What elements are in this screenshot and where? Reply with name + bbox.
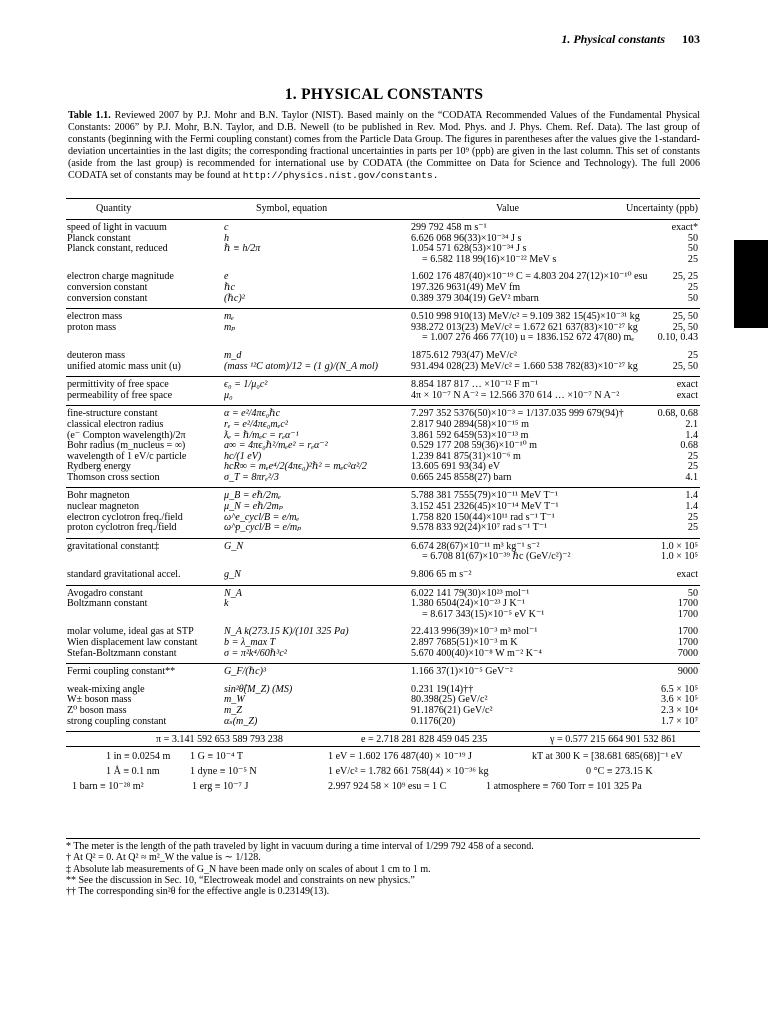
symbol-cell: (mass ¹²C atom)/12 = (1 g)/(N_A mol) (224, 360, 378, 372)
uncertainty-cell: 9000 (677, 666, 698, 678)
uncertainty-cell: 2.3 × 10⁴ (661, 704, 698, 716)
table-row (66, 255, 700, 266)
header-value: Value (496, 203, 519, 214)
uncertainty-cell: 25 (687, 281, 698, 293)
constants-group (66, 405, 700, 487)
uncertainty-cell: 1.4 (685, 501, 698, 513)
symbol-cell: k (224, 598, 229, 610)
quantity-cell: proton mass (67, 321, 117, 333)
quantity-cell: electron cyclotron freq./field (67, 511, 183, 523)
quantity-cell: Thomson cross section (67, 471, 160, 483)
quantity-cell: classical electron radius (67, 418, 164, 430)
section-thumb-tab (734, 240, 768, 328)
uncertainty-cell: exact (676, 569, 698, 581)
value-cell: 9.806 65 m s⁻² (411, 569, 472, 581)
pi-value: π = 3.141 592 653 589 793 238 (156, 734, 283, 746)
quantity-cell: fine-structure constant (67, 408, 158, 420)
uncertainty-cell: 50 (687, 243, 698, 255)
symbol-cell: ℏ ≡ h/2π (224, 243, 261, 255)
unit-row (66, 749, 700, 764)
uncertainty-cell: 1.4 (685, 429, 698, 441)
table-row (66, 570, 700, 581)
quantity-cell: molar volume, ideal gas at STP (67, 626, 194, 638)
footnote: * The meter is the length of the path traveled by light in vacuum during a time interval of 1/299 792 458 of a second. (66, 841, 534, 852)
unit-conversion: 1 eV = 1.602 176 487(40) × 10⁻¹⁹ J (328, 751, 472, 763)
uncertainty-cell: 4.1 (685, 471, 698, 483)
symbol-cell: m_W (224, 694, 245, 706)
running-section-title: 1. Physical constants (561, 32, 665, 46)
quantity-cell: Boltzmann constant (67, 598, 148, 610)
symbol-cell: ω^e_cycl/B = e/mₑ (224, 511, 300, 523)
value-cell: 80.398(25) GeV/c² (411, 694, 488, 706)
symbol-cell: α = e²/4πϵ₀ℏc (224, 408, 281, 420)
symbol-cell: μ_N = eℏ/2mₚ (224, 501, 283, 513)
table-row (66, 610, 700, 621)
unit-conversion: 1 G ≡ 10⁻⁴ T (190, 751, 244, 763)
symbol-cell: σ_T = 8πrₑ²/3 (224, 471, 279, 483)
uncertainty-cell: 25, 50 (672, 360, 698, 372)
symbol-cell: mₚ (224, 321, 236, 333)
value-cell: 0.665 245 8558(27) barn (411, 471, 512, 483)
value-cell: 938.272 013(23) MeV/c² = 1.672 621 637(83)×10⁻²⁷ kg (411, 321, 638, 333)
uncertainty-cell: 1.0 × 10⁵ (661, 551, 698, 563)
uncertainty-cell: 25 (687, 253, 698, 265)
symbol-cell: G_F/(ℏc)³ (224, 666, 267, 678)
uncertainty-cell: 7000 (677, 647, 698, 659)
page-number: 103 (682, 32, 700, 46)
uncertainty-cell: 25 (687, 349, 698, 361)
caption-label: Table 1.1. (68, 110, 111, 121)
unit-conversion: 1 atmosphere ≡ 760 Torr ≡ 101 325 Pa (486, 781, 642, 793)
symbol-cell: a∞ = 4πϵ₀ℏ²/mₑe² = rₑα⁻² (224, 440, 328, 452)
uncertainty-cell: 1700 (677, 608, 698, 620)
footnote: † At Q² = 0. At Q² ≈ m²_W the value is ∼ 1/128. (66, 852, 261, 864)
value-cell: 0.1176(20) (411, 715, 456, 727)
caption-url[interactable]: http://physics.nist.gov/constants. (242, 170, 439, 182)
symbol-cell: (ℏc)² (224, 292, 245, 304)
value-cell: 1.166 37(1)×10⁻⁵ GeV⁻² (411, 666, 513, 678)
symbol-cell: μ₀ (224, 389, 233, 401)
constants-table (66, 198, 700, 794)
value-cell: 1.239 841 875(31)×10⁻⁶ m (411, 450, 521, 462)
symbol-cell: b = λ_max T (224, 637, 276, 648)
symbol-cell: h (224, 232, 230, 244)
uncertainty-cell: 1.7 × 10⁷ (661, 715, 698, 727)
quantity-cell: strong coupling constant (67, 715, 167, 727)
quantity-cell: conversion constant (67, 281, 148, 293)
constants-group (66, 376, 700, 405)
table-row (66, 362, 700, 373)
unit-conversion: 1 eV/c² = 1.782 661 758(44) × 10⁻³⁶ kg (328, 766, 489, 778)
quantity-cell: proton cyclotron freq./field (67, 522, 177, 534)
uncertainty-cell: 1700 (677, 626, 698, 638)
value-cell: 6.022 141 79(30)×10²³ mol⁻¹ (411, 587, 530, 599)
quantity-cell: nuclear magneton (67, 501, 140, 513)
quantity-cell: gravitational constant‡ (67, 540, 160, 552)
table-row (66, 523, 700, 534)
value-cell: 7.297 352 5376(50)×10⁻³ = 1/137.035 999 679(94)† (411, 408, 624, 420)
header-quantity: Quantity (96, 203, 132, 214)
table-row (66, 649, 700, 660)
quantity-cell: standard gravitational accel. (67, 569, 181, 581)
quantity-cell: Planck constant, reduced (67, 243, 168, 255)
constants-group (66, 585, 700, 664)
table-row (66, 685, 700, 696)
uncertainty-cell: 0.68, 0.68 (657, 408, 698, 420)
uncertainty-cell: 50 (687, 292, 698, 304)
uncertainty-cell: 50 (687, 587, 698, 599)
table-row (66, 294, 700, 305)
unit-conversions (66, 746, 700, 794)
table-row (66, 351, 700, 362)
constants-group (66, 663, 700, 731)
unit-row (66, 764, 700, 779)
symbol-cell: m_d (224, 349, 242, 361)
table-row (66, 473, 700, 484)
symbol-cell: rₑ = e²/4πϵ₀mₑc² (224, 418, 288, 430)
value-cell: 1.054 571 628(53)×10⁻³⁴ J s (411, 243, 527, 255)
table-row (66, 272, 700, 283)
value-cell: 931.494 028(23) MeV/c² = 1.660 538 782(83)×10⁻²⁷ kg (411, 360, 638, 372)
gamma-value: γ = 0.577 215 664 901 532 861 (550, 734, 677, 746)
uncertainty-cell: 25, 50 (672, 321, 698, 333)
value-cell: 0.510 998 910(13) MeV/c² = 9.109 382 15(45)×10⁻³¹ kg (411, 311, 640, 323)
uncertainty-cell: 50 (687, 232, 698, 244)
footnote: ‡ Absolute lab measurements of G_N have been made only on scales of about 1 cm to 1 m. (66, 863, 431, 875)
uncertainty-cell: 1.4 (685, 490, 698, 502)
value-cell: 3.152 451 2326(45)×10⁻¹⁴ MeV T⁻¹ (411, 501, 559, 513)
unit-conversion: 1 erg ≡ 10⁻⁷ J (192, 781, 249, 793)
header-uncertainty: Uncertainty (ppb) (625, 203, 698, 214)
unit-conversion: 1 Å ≡ 0.1 nm (106, 766, 160, 778)
value-cell: 1.758 820 150(44)×10¹¹ rad s⁻¹ T⁻¹ (411, 511, 555, 523)
quantity-cell: wavelength of 1 eV/c particle (67, 450, 187, 462)
quantity-cell: electron mass (67, 311, 123, 323)
quantity-cell: W± boson mass (67, 694, 132, 706)
symbol-cell: g_N (224, 569, 241, 581)
unit-conversion: 1 in ≡ 0.0254 m (106, 751, 171, 763)
table-row (66, 283, 700, 294)
quantity-cell: Avogadro constant (67, 587, 143, 599)
quantity-cell: Wien displacement law constant (67, 637, 198, 648)
symbol-cell: G_N (224, 540, 244, 552)
value-cell: 1.602 176 487(40)×10⁻¹⁹ C = 4.803 204 27(12)×10⁻¹⁰ esu (411, 271, 648, 283)
value-cell: 6.626 068 96(33)×10⁻³⁴ J s (411, 232, 522, 244)
symbol-cell: N_A k(273.15 K)/(101 325 Pa) (224, 626, 349, 638)
value-cell: 3.861 592 6459(53)×10⁻¹³ m (411, 429, 529, 441)
table-row (66, 667, 700, 678)
symbol-cell: N_A (224, 587, 242, 599)
value-cell: 6.674 28(67)×10⁻¹¹ m³ kg⁻¹ s⁻² (411, 540, 540, 552)
constants-group (66, 308, 700, 376)
value-cell: 1.380 6504(24)×10⁻²³ J K⁻¹ (411, 598, 526, 610)
uncertainty-cell: exact (676, 389, 698, 401)
symbol-cell: mₑ (224, 311, 234, 323)
symbol-cell: hcR∞ = mₑe⁴/2(4πϵ₀)²ℏ² = mₑc²α²/2 (224, 461, 367, 473)
quantity-cell: electron charge magnitude (67, 271, 174, 283)
value-cell: 9.578 833 92(24)×10⁷ rad s⁻¹ T⁻¹ (411, 522, 548, 534)
quantity-cell: Z⁰ boson mass (67, 704, 127, 716)
uncertainty-cell: 0.10, 0.43 (657, 332, 698, 344)
uncertainty-cell: 25 (687, 450, 698, 462)
value-cell: 0.389 379 304(19) GeV² mbarn (411, 292, 539, 304)
uncertainty-cell: 25 (687, 522, 698, 534)
constants-group (66, 538, 700, 585)
uncertainty-cell: 3.6 × 10⁵ (661, 694, 698, 706)
unit-conversion: 0 °C ≡ 273.15 K (586, 766, 653, 778)
value-cell: 4π × 10⁻⁷ N A⁻² = 12.566 370 614 … ×10⁻⁷ N A⁻² (411, 389, 620, 401)
unit-conversion: kT at 300 K = [38.681 685(68)]⁻¹ eV (532, 751, 683, 763)
symbol-cell: ƛₑ = ℏ/mₑc = rₑα⁻¹ (224, 429, 299, 441)
uncertainty-cell: 25, 50 (672, 311, 698, 323)
value-cell: = 6.582 118 99(16)×10⁻²² MeV s (422, 253, 557, 265)
quantity-cell: Fermi coupling constant** (67, 666, 176, 678)
table-row (66, 589, 700, 600)
value-cell: = 8.617 343(15)×10⁻⁵ eV K⁻¹ (422, 608, 545, 620)
symbol-cell: sin²θ̂(M_Z) (MS) (224, 683, 293, 695)
quantity-cell: permeability of free space (67, 389, 173, 401)
table-row (66, 552, 700, 563)
constants-group (66, 487, 700, 537)
symbol-cell: αₛ(m_Z) (224, 715, 258, 727)
value-cell: 0.529 177 208 59(36)×10⁻¹⁰ m (411, 440, 538, 452)
constants-group (66, 219, 700, 308)
symbol-cell: μ_B = eℏ/2mₑ (224, 490, 281, 502)
value-cell: 197.326 9631(49) MeV fm (411, 281, 521, 293)
table-row (66, 717, 700, 728)
quantity-cell: weak-mixing angle (67, 683, 145, 695)
symbol-cell: ω^p_cycl/B = e/mₚ (224, 522, 302, 534)
e-value: e = 2.718 281 828 459 045 235 (361, 734, 488, 746)
footnote: †† The corresponding sin²θ for the effective angle is 0.23149(13). (66, 886, 330, 898)
uncertainty-cell: 25 (687, 461, 698, 473)
symbol-cell: e (224, 271, 229, 283)
quantity-cell: conversion constant (67, 292, 148, 304)
uncertainty-cell: 1.0 × 10⁵ (661, 540, 698, 552)
value-cell: 22.413 996(39)×10⁻³ m³ mol⁻¹ (411, 626, 538, 638)
quantity-cell: Rydberg energy (67, 461, 131, 473)
table-row (66, 491, 700, 502)
footnotes (66, 838, 700, 897)
value-cell: 1875.612 793(47) MeV/c² (411, 349, 517, 361)
footnote: ** See the discussion in Sec. 10, “Electroweak model and constraints on new physics.” (66, 874, 415, 886)
value-cell: 2.817 940 2894(58)×10⁻¹⁵ m (411, 418, 529, 430)
table-row (66, 452, 700, 463)
table-row (66, 333, 700, 344)
value-cell: 8.854 187 817 … ×10⁻¹² F m⁻¹ (411, 379, 539, 391)
uncertainty-cell: 1700 (677, 637, 698, 648)
quantity-cell: permittivity of free space (67, 379, 169, 391)
unit-conversion: 1 barn ≡ 10⁻²⁸ m² (72, 781, 144, 793)
header-symbol: Symbol, equation (256, 203, 328, 214)
table-header (66, 199, 700, 219)
caption-text: Reviewed 2007 by P.J. Mohr and B.N. Taylor (NIST). Based mainly on the “CODATA Recommended Values of the Fundamental Physical Constants: 2006” by P.J. Mohr, B.N. Taylor, and D.B. Newell (to be published in Rev. Mod. Phys. and J. Phys. Chem. Ref. Data). The last group of constants (beginning with the Fermi coupling constant) comes from the Particle Data Group. The figures in parentheses after the values give the 1-standard-deviation uncertainties in the last digits; the corresponding fractional uncertainties in parts per 10⁹ (ppb) are given in the last column. This set of constants (aside from the last group) is recommended for international use by CODATA (the Committee on Data for Science and Technology). The full 2006 CODATA set of constants may be found at (68, 110, 701, 182)
value-cell: 5.670 400(40)×10⁻⁸ W m⁻² K⁻⁴ (411, 647, 542, 659)
quantity-cell: speed of light in vacuum (67, 222, 167, 233)
page-header (68, 32, 700, 47)
quantity-cell: Bohr magneton (67, 490, 130, 502)
symbol-cell: hc/(1 eV) (224, 450, 262, 462)
table-row (66, 706, 700, 717)
quantity-cell: Stefan-Boltzmann constant (67, 647, 177, 659)
table-row (66, 599, 700, 610)
value-cell: 0.231 19(14)†† (411, 683, 474, 695)
uncertainty-cell: 0.68 (680, 440, 698, 452)
value-cell: 5.788 381 7555(79)×10⁻¹¹ MeV T⁻¹ (411, 490, 559, 502)
uncertainty-cell: exact* (671, 222, 698, 233)
uncertainty-cell: 2.1 (685, 418, 698, 430)
table-row (66, 223, 700, 234)
quantity-cell: unified atomic mass unit (u) (67, 360, 181, 372)
table-caption (68, 110, 700, 182)
value-cell: 91.1876(21) GeV/c² (411, 704, 493, 716)
table-row (66, 638, 700, 649)
uncertainty-cell: 1700 (677, 598, 698, 610)
quantity-cell: Planck constant (67, 232, 131, 244)
value-cell: = 6.708 81(67)×10⁻³⁹ ℏc (GeV/c²)⁻² (422, 551, 571, 563)
symbol-cell: ϵ₀ = 1/μ₀c² (224, 379, 268, 391)
unit-conversion: 2.997 924 58 × 10⁹ esu = 1 C (328, 781, 447, 793)
uncertainty-cell: exact (676, 379, 698, 391)
unit-row (66, 779, 700, 794)
symbol-cell: c (224, 222, 229, 233)
table-row (66, 695, 700, 706)
chapter-title: 1. PHYSICAL CONSTANTS (284, 86, 484, 103)
quantity-cell: (e⁻ Compton wavelength)/2π (67, 429, 186, 441)
value-cell: 13.605 691 93(34) eV (411, 461, 501, 473)
table-row (66, 542, 700, 553)
value-cell: = 1.007 276 466 77(10) u = 1836.152 672 47(80) mₑ (422, 332, 634, 344)
symbol-cell: m_Z (224, 704, 242, 716)
unit-conversion: 1 dyne ≡ 10⁻⁵ N (190, 766, 257, 778)
value-cell: 299 792 458 m s⁻¹ (411, 222, 487, 233)
uncertainty-cell: 25 (687, 511, 698, 523)
value-cell: 2.897 7685(51)×10⁻³ m K (411, 637, 518, 648)
symbol-cell: ℏc (224, 281, 235, 293)
math-constants-row (66, 731, 700, 746)
quantity-cell: deuteron mass (67, 349, 126, 361)
quantity-cell: Bohr radius (m_nucleus = ∞) (67, 440, 186, 452)
table-row (66, 420, 700, 431)
uncertainty-cell: 25, 25 (672, 271, 698, 283)
table-row (66, 462, 700, 473)
uncertainty-cell: 6.5 × 10⁵ (661, 683, 698, 695)
table-row (66, 391, 700, 402)
symbol-cell: σ = π²k⁴/60ℏ³c² (224, 647, 287, 659)
table-row (66, 244, 700, 255)
